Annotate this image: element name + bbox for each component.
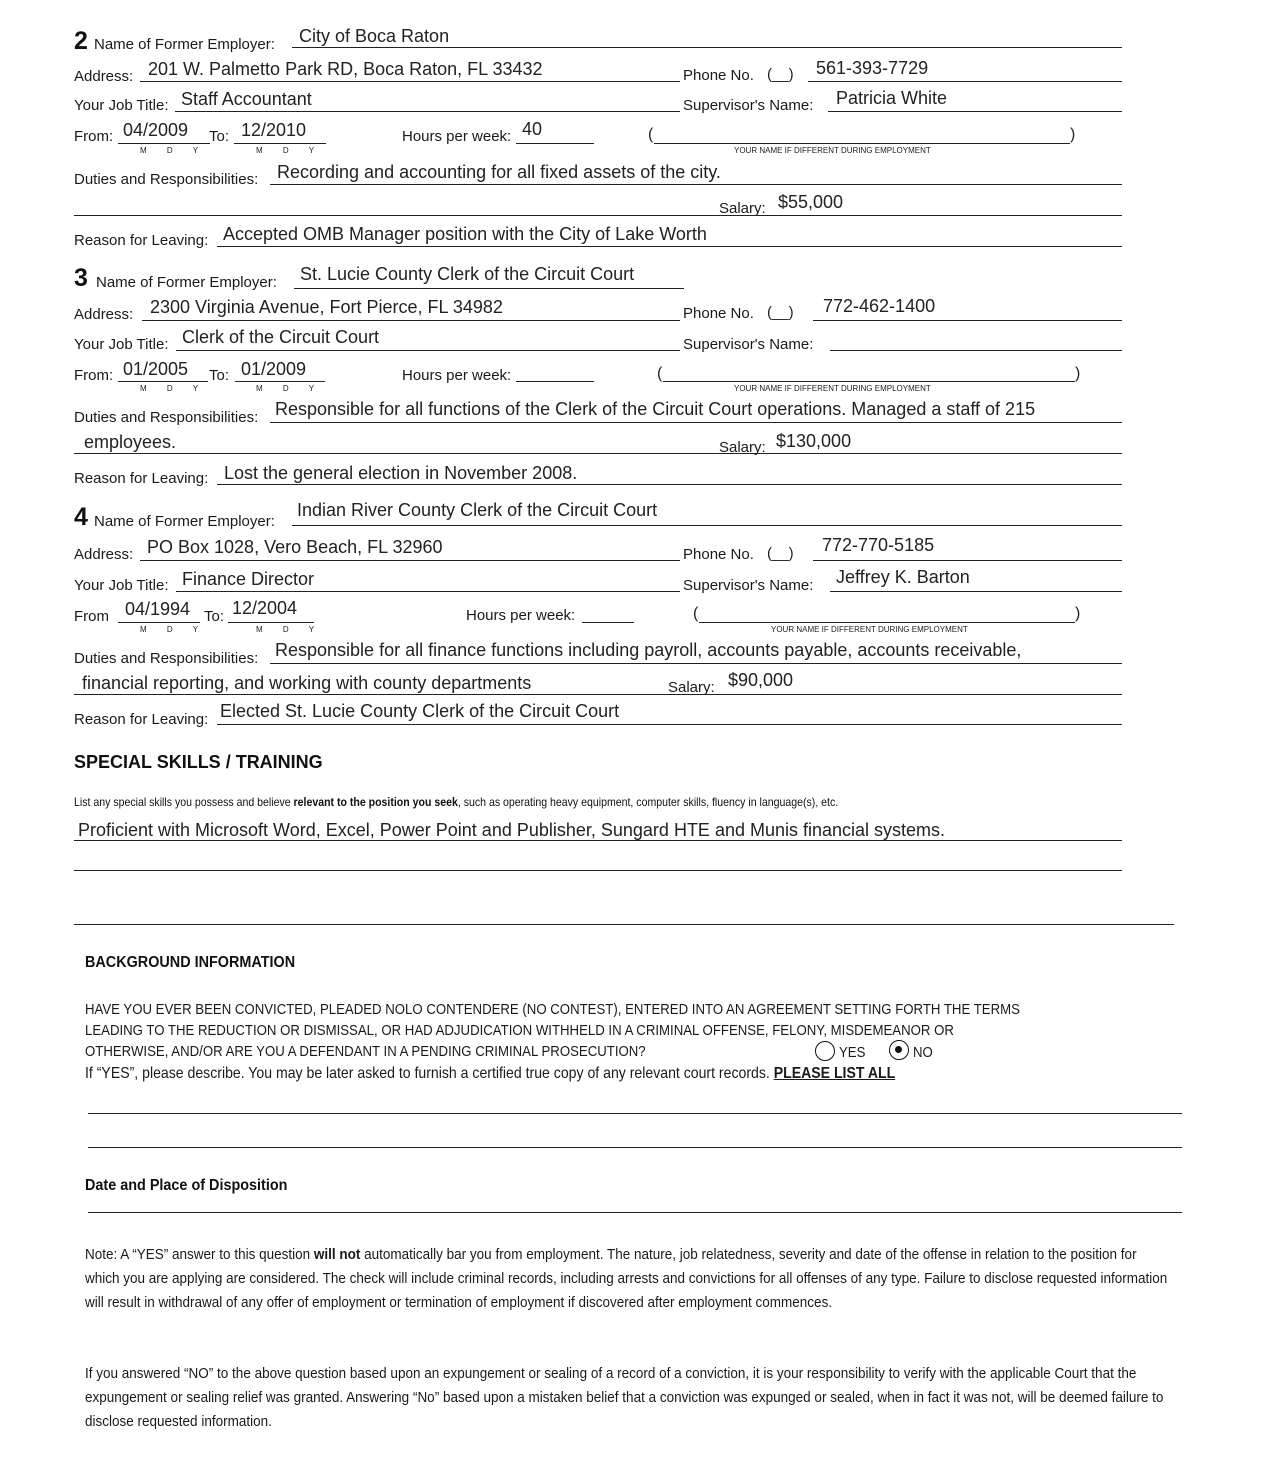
job-title-field[interactable]: Finance Director — [182, 569, 315, 589]
supervisor-label: Supervisor's Name: — [683, 577, 814, 594]
address-label: Address: — [74, 546, 134, 563]
hours-label: Hours per week: — [402, 128, 512, 145]
duties-label: Duties and Responsibilities: — [74, 409, 259, 426]
reason-field[interactable]: Elected St. Lucie County Clerk of the Circuit Court — [220, 701, 620, 721]
skills-heading: SPECIAL SKILLS / TRAINING — [74, 752, 323, 772]
phone-field[interactable]: 561-393-7729 — [816, 58, 929, 78]
supervisor-field[interactable]: Jeffrey K. Barton — [836, 567, 970, 587]
job-title-label: Your Job Title: — [74, 577, 169, 594]
address-field[interactable]: PO Box 1028, Vero Beach, FL 32960 — [147, 537, 443, 557]
to-label: To: — [209, 367, 230, 384]
address-field[interactable]: 2300 Virginia Avenue, Fort Pierce, FL 34982 — [150, 297, 503, 317]
reason-field[interactable]: Lost the general election in November 2008. — [224, 463, 578, 483]
disposition-field[interactable] — [88, 1212, 1182, 1213]
phone-field[interactable]: 772-770-5185 — [822, 535, 935, 555]
phone-label: Phone No. — [683, 546, 754, 563]
salary-label: Salary: — [719, 200, 766, 217]
address-label: Address: — [74, 306, 134, 323]
yes-radio[interactable] — [815, 1041, 835, 1061]
to-label: To: — [204, 608, 225, 625]
area-code-field[interactable]: (__) — [767, 304, 794, 321]
duties-label: Duties and Responsibilities: — [74, 650, 259, 667]
note-paragraph — [85, 1243, 1172, 1315]
to-date-field[interactable]: 12/2010 — [241, 120, 307, 140]
phone-label: Phone No. — [683, 67, 754, 84]
duties-field[interactable]: Responsible for all finance functions including payroll, accounts payable, accounts receivable, — [275, 640, 1022, 660]
duties-field-line2[interactable]: financial reporting, and working with county departments — [82, 673, 532, 693]
no-label: NO — [913, 1044, 933, 1061]
duties-field-line2[interactable]: employees. — [84, 432, 177, 452]
skills-answer-field[interactable]: Proficient with Microsoft Word, Excel, Power Point and Publisher, Sungard HTE and Munis financial systems. — [78, 820, 946, 840]
employer-name-field[interactable]: City of Boca Raton — [299, 26, 450, 46]
employer-label: Name of Former Employer: — [96, 274, 277, 291]
note-pre: Note: A “YES” answer to this question — [85, 1246, 314, 1263]
phone-field[interactable]: 772-462-1400 — [823, 296, 936, 316]
your-name-hint: YOUR NAME IF DIFFERENT DURING EMPLOYMENT — [771, 625, 968, 634]
duties-field[interactable]: Responsible for all functions of the Clerk of the Circuit Court operations. Managed a staff of 215 — [275, 399, 1036, 419]
employer-number: 2 — [74, 27, 88, 55]
skills-blank-line[interactable] — [74, 924, 1174, 925]
duties-field[interactable]: Recording and accounting for all fixed assets of the city. — [277, 162, 721, 182]
your-name-field[interactable] — [663, 381, 1075, 382]
address-label: Address: — [74, 68, 134, 85]
your-name-field[interactable] — [699, 622, 1075, 623]
supervisor-label: Supervisor's Name: — [683, 336, 814, 353]
describe-text: If “YES”, please describe. You may be later asked to furnish a certified true copy of any relevant court records. — [85, 1065, 774, 1082]
reason-label: Reason for Leaving: — [74, 711, 209, 728]
your-name-hint: YOUR NAME IF DIFFERENT DURING EMPLOYMENT — [734, 384, 931, 393]
salary-label: Salary: — [668, 679, 715, 696]
describe-line-1[interactable] — [88, 1113, 1182, 1114]
from-date-field[interactable]: 01/2005 — [123, 359, 189, 379]
reason-label: Reason for Leaving: — [74, 470, 209, 487]
area-code-field[interactable]: (__) — [767, 545, 794, 562]
employer-name-field[interactable]: St. Lucie County Clerk of the Circuit Court — [300, 264, 635, 284]
from-label: From: — [74, 367, 114, 384]
skills-instruction-bold: relevant to the position you seek — [293, 795, 458, 809]
skills-instruction-pre: List any special skills you possess and believe — [74, 795, 294, 809]
address-field[interactable]: 201 W. Palmetto Park RD, Boca Raton, FL 33432 — [148, 59, 543, 79]
question-line-1: HAVE YOU EVER BEEN CONVICTED, PLEADED NOLO CONTENDERE (NO CONTEST), ENTERED INTO AN AGREEMENT SETTING FORTH THE TERMS — [85, 1001, 1020, 1018]
supervisor-label: Supervisor's Name: — [683, 97, 814, 114]
question-line-3: OTHERWISE, AND/OR ARE YOU A DEFENDANT IN A PENDING CRIMINAL PROSECUTION? — [85, 1043, 646, 1060]
from-date-field[interactable]: 04/2009 — [123, 120, 189, 140]
describe-line-2[interactable] — [88, 1147, 1182, 1148]
to-date-field[interactable]: 12/2004 — [232, 598, 298, 618]
employer-name-field[interactable]: Indian River County Clerk of the Circuit Court — [297, 500, 658, 520]
job-title-field[interactable]: Staff Accountant — [181, 89, 312, 109]
duties-label: Duties and Responsibilities: — [74, 171, 259, 188]
supervisor-field[interactable]: Patricia White — [836, 88, 948, 108]
skills-blank-line[interactable] — [74, 870, 1122, 871]
mdy-hint: M D Y — [256, 146, 324, 155]
to-date-field[interactable]: 01/2009 — [241, 359, 307, 379]
note-bold: will not — [313, 1246, 361, 1263]
job-title-label: Your Job Title: — [74, 336, 169, 353]
salary-field[interactable]: $130,000 — [776, 431, 852, 451]
describe-line — [85, 1063, 895, 1084]
mdy-hint: M D Y — [140, 625, 208, 634]
phone-label: Phone No. — [683, 305, 754, 322]
reason-field[interactable]: Accepted OMB Manager position with the City of Lake Worth — [223, 224, 707, 244]
mdy-hint: M D Y — [140, 384, 208, 393]
no-radio[interactable] — [889, 1040, 909, 1060]
reason-label: Reason for Leaving: — [74, 232, 209, 249]
question-line-2: LEADING TO THE REDUCTION OR DISMISSAL, OR HAD ADJUDICATION WITHHELD IN A CRIMINAL OFFENSE, FELONY, MISDEMEANOR OR — [85, 1022, 954, 1039]
employer-label: Name of Former Employer: — [94, 513, 275, 530]
background-heading: BACKGROUND INFORMATION — [85, 954, 296, 971]
mdy-hint: M D Y — [256, 625, 324, 634]
skills-instruction — [74, 795, 838, 809]
job-title-field[interactable]: Clerk of the Circuit Court — [182, 327, 380, 347]
mdy-hint: M D Y — [256, 384, 324, 393]
yes-label: YES — [839, 1044, 866, 1061]
employer-label: Name of Former Employer: — [94, 36, 275, 53]
hours-label: Hours per week: — [466, 607, 576, 624]
employer-number: 4 — [74, 503, 88, 531]
area-code-field[interactable]: (__) — [767, 66, 794, 83]
employer-number: 3 — [74, 264, 88, 292]
salary-field[interactable]: $90,000 — [728, 670, 794, 690]
skills-instruction-post: , such as operating heavy equipment, computer skills, fluency in language(s), etc. — [457, 795, 839, 809]
your-name-field[interactable] — [654, 143, 1070, 144]
hours-label: Hours per week: — [402, 367, 512, 384]
expunge-paragraph: If you answered “NO” to the above question based upon an expungement or sealing of a record of a conviction, it is your responsibility to verify with the applicable Court that the expungement or sealing relief was granted. Answering “No” based upon a mistaken belief that a conviction was expunged or sealed, when in fact it was not, will be deemed failure to disclose requested information. — [85, 1365, 1164, 1430]
salary-field[interactable]: $55,000 — [778, 192, 844, 212]
please-list-all: PLEASE LIST ALL — [773, 1065, 896, 1082]
job-title-label: Your Job Title: — [74, 97, 169, 114]
mdy-hint: M D Y — [140, 146, 208, 155]
to-label: To: — [209, 128, 230, 145]
your-name-hint: YOUR NAME IF DIFFERENT DURING EMPLOYMENT — [734, 146, 931, 155]
disposition-heading: Date and Place of Disposition — [85, 1177, 288, 1194]
hours-field[interactable]: 40 — [522, 119, 543, 139]
note-post: automatically bar you from employment. The nature, job relatedness, severity and date of the offense in relation to the position for which you are applying are considered. The check will include criminal records, including arrests and convictions for all offenses of any type. Failure to disclose requested information will result in withdrawal of any offer of employment or termination of employment if discovered after employment commences. — [85, 1246, 1168, 1311]
from-label: From — [74, 608, 109, 625]
salary-label: Salary: — [719, 439, 766, 456]
from-label: From: — [74, 128, 114, 145]
from-date-field[interactable]: 04/1994 — [125, 599, 191, 619]
